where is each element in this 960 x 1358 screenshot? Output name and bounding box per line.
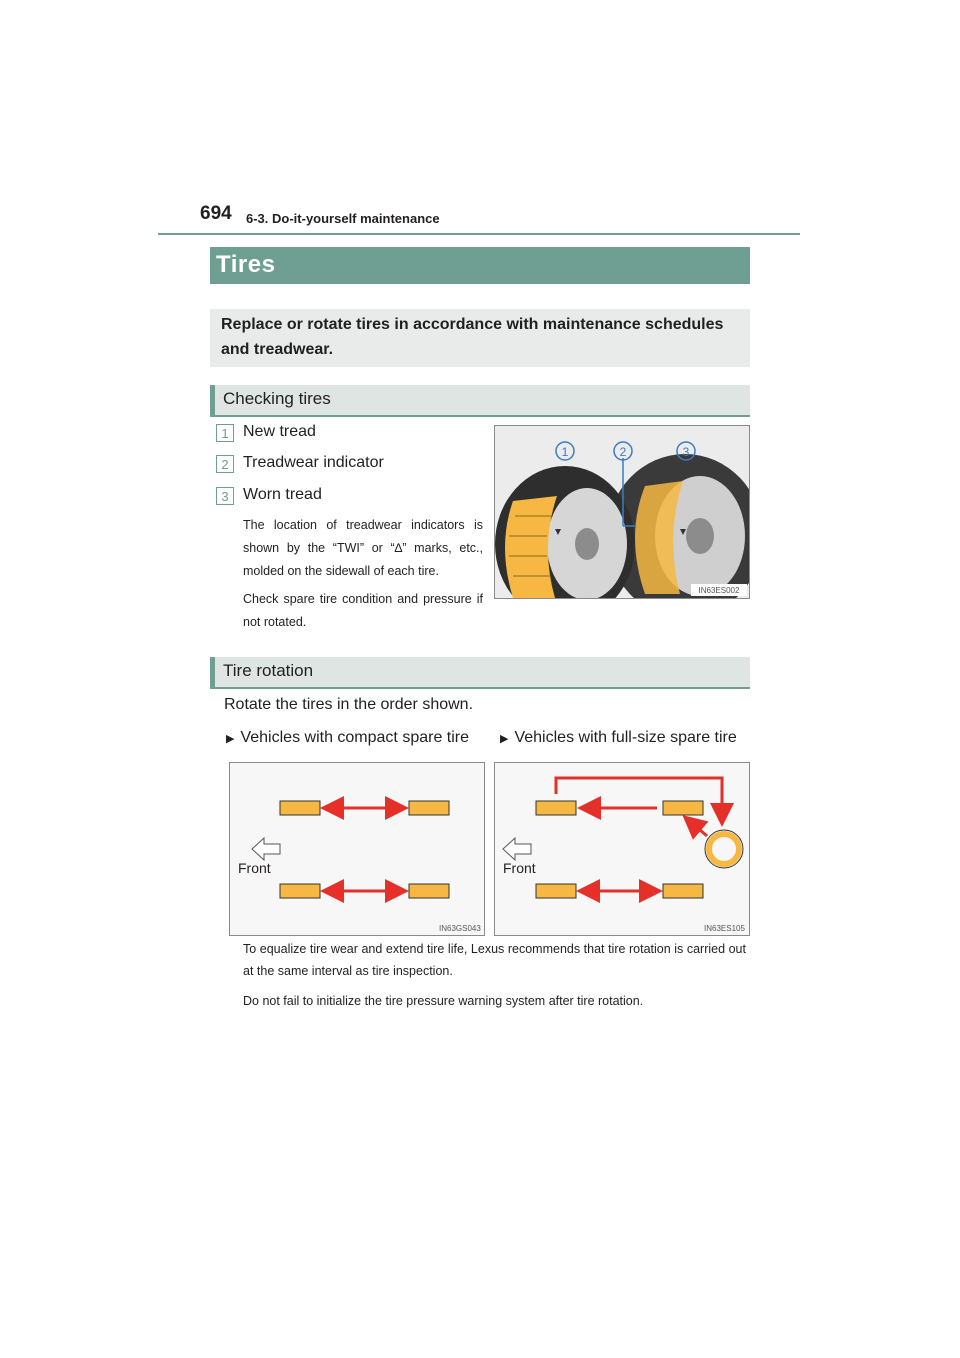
item-worn-tread: Worn tread	[243, 486, 322, 503]
tire-illustration	[495, 426, 749, 598]
rotation-instruction: Rotate the tires in the order shown.	[224, 696, 474, 713]
heading-accent-bar	[210, 385, 215, 417]
tire-rotation-heading	[210, 657, 750, 689]
checking-tires-heading	[210, 385, 750, 417]
rotation-note-tpws: Do not fail to initialize the tire pressure warning system after tire rotation.	[243, 994, 644, 1008]
item-treadwear-indicator: Treadwear indicator	[243, 454, 384, 471]
spare-to-front-right-arrow	[687, 819, 707, 836]
figure-code: IN63ES002	[698, 586, 740, 595]
checking-tires-heading-text: Checking tires	[223, 389, 331, 408]
compact-spare-label: ▶ Vehicles with compact spare tire	[226, 729, 470, 746]
header-divider	[158, 233, 800, 235]
section-title: 6-3. Do-it-yourself maintenance	[246, 211, 440, 226]
page-number: 694	[200, 203, 232, 224]
tire-front-left	[536, 801, 576, 815]
item-number-3: 3	[216, 487, 234, 505]
front-direction-arrow-icon	[503, 838, 531, 860]
front-label: Front	[503, 860, 536, 876]
item-number-2: 2	[216, 455, 234, 473]
callout-1: 1	[561, 445, 569, 459]
tire-rear-right	[663, 884, 703, 898]
front-label: Front	[238, 860, 271, 876]
fullsize-spare-label: ▶ Vehicles with full-size spare tire	[500, 729, 737, 746]
page-title-bar	[210, 247, 750, 284]
triangle-bullet-icon: ▶	[226, 733, 235, 745]
front-direction-arrow-icon	[252, 838, 280, 860]
figure-code-right: IN63ES105	[704, 924, 745, 933]
compact-rotation-diagram	[229, 762, 485, 936]
page-title: Tires	[216, 251, 276, 278]
fullsize-rotation-illustration	[495, 763, 749, 935]
heading-accent-bar	[210, 657, 215, 689]
item-new-tread: New tread	[243, 423, 316, 440]
tire-front-right	[663, 801, 703, 815]
spare-tire	[709, 834, 739, 864]
tire-tread-figure	[494, 425, 750, 599]
callout-2: 2	[619, 445, 627, 459]
callout-3: 3	[682, 445, 690, 459]
intro-text: Replace or rotate tires in accordance with maintenance schedules and treadwear.	[221, 316, 724, 358]
tire-rear-left	[280, 884, 320, 898]
item-number-1: 1	[216, 424, 234, 442]
rotation-note-interval: To equalize tire wear and extend tire life, Lexus recommends that tire rotation is carried out at the same interval as tire inspection.	[243, 942, 746, 978]
fullsize-rotation-diagram	[494, 762, 750, 936]
triangle-bullet-icon: ▶	[500, 733, 509, 745]
tire-front-left	[280, 801, 320, 815]
spare-tire-note: Check spare tire condition and pressure if not rotated.	[243, 592, 483, 629]
figure-code-left: IN63GS043	[439, 924, 481, 933]
compact-rotation-illustration	[230, 763, 484, 935]
tire-rotation-heading-text: Tire rotation	[223, 661, 314, 680]
tire-rear-left	[536, 884, 576, 898]
tire-front-right	[409, 801, 449, 815]
tire-rear-right	[409, 884, 449, 898]
treadwear-note: The location of treadwear indicators is shown by the “TWI” or “∆” marks, etc., molded on the sidewall of each tire.	[243, 518, 483, 578]
